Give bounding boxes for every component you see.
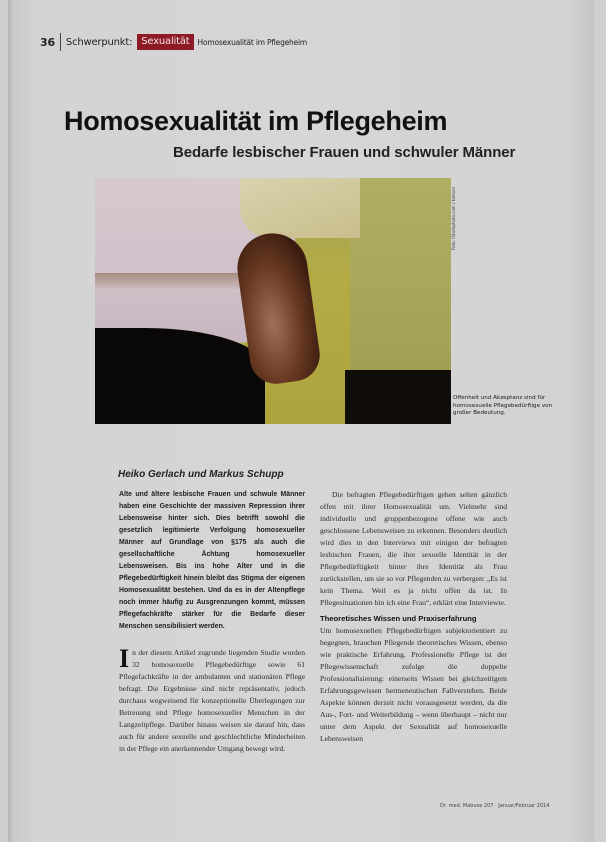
paragraph-gap [119, 633, 305, 647]
article-photo [95, 178, 451, 424]
page-number: 36 [40, 35, 55, 49]
category-badge: Sexualität [137, 34, 193, 50]
header-divider [60, 33, 61, 51]
photo-arm [240, 178, 360, 238]
photo-person-left-pants [95, 328, 265, 424]
article-subtitle: Bedarfe lesbischer Frauen und schwuler Männer [173, 144, 516, 161]
column-left [119, 489, 305, 755]
drop-cap: I [119, 644, 130, 673]
photo-person-right-pants [345, 370, 451, 424]
running-header [40, 34, 307, 50]
author-byline: Heiko Gerlach und Markus Schupp [118, 469, 284, 480]
body-paragraph-right-2: Um homosexuellen Pflegebedürftigen subjektorientiert zu begegnen, brauchen Pflegende theoretisches Wissen, ebenso wie praktische Erfahrung. Professionelle Pflege ist der Pflegewissenschaft zufolge die doppelte Professionalisierung: einerseits Wissen bei gleichzeitigem Erfahrungsgewissen hermeneutischen Fallverstehen. Beide Aspekte können derzeit nicht vorausgesetzt werden, da die Aus-, Fort- und Weiterbildung – wenn überhaupt – nicht nur unter dem Aspekt der Sexualität auf homosexuelle Lebensweisen [320, 626, 507, 743]
section-subheading: Theoretisches Wissen und Praxiserfahrung [320, 614, 477, 623]
section-label: Schwerpunkt: [65, 36, 133, 48]
photo-caption: Offenheit und Akzeptanz sind für homosexuelle Pflegebedürftige von großer Bedeutung. [453, 395, 553, 416]
body-paragraph-right-1: Die befragten Pflegebedürftigen gehen selten gänzlich offen mit ihrer Homosexualität um. Vielmehr sind individuelle und gruppenbezogene offene wie auch geschlossene Lebensweisen zu erkennen. Besonders deutlich wird dies in den Interviews mit einigen der befragten lesbischen Frauen, die ihre sexuelle Identität in der Pflegebedürftigkeit hinter ihre Identität als Frau zurückstellen, um sie so vor Pflegenden zu verbergen: „Es ist kein Thema. Weil es ja nicht offen da ist. In Pflegesituationen bin ich eine Frau“, erklärt eine Interviewte. [320, 490, 507, 607]
body-paragraph-left [119, 644, 305, 755]
lead-paragraph: Alte und ältere lesbische Frauen und schwule Männer haben eine Geschichte der massiven Repression ihrer Lebensweise hinter sich. Dies betrifft sowohl die gesetzlich legitimierte Verfolgung homosexueller Männer auf Grundlage von §175 als auch die gesellschaftliche Ächtung homosexueller Lebensweisen. Bis ins hohe Alter und in die Pflegebedürftigkeit hinein bleibt das Stigma der eigenen Homosexualität bestehen. Und da es in der Altenpflege noch immer häufig zu Ausgrenzungen kommt, müssen Pflegefachkräfte stärker für die Bedarfe dieser Menschen sensibilisiert werden. [119, 491, 305, 630]
column-right [320, 489, 507, 745]
article-title: Homosexualität im Pflegeheim [64, 106, 448, 136]
header-topic: Homosexualität im Pflegeheim [197, 37, 308, 47]
body-text-left: n der diesem Artikel zugrunde liegenden Studie wurden 32 homosexuelle Pflegebedürftige sowie 61 Pflegefachkräfte in der ambulanten und stationären Pflege befragt. Die Ergebnisse sind nicht repräsentativ, jedoch durchaus wegweisend für konzeptionelle Überlegungen zur Betreuung und Pflege homosexueller Menschen in der Langzeitpflege. Darüber hinaus weisen sie darauf hin, dass auch für andere sexuelle und geschlechtliche Minderheiten in der Pflege ein anerkennender Umgang bewegt wird. [119, 648, 305, 753]
page-binding-edge [8, 0, 14, 842]
photo-person-right-shirt [350, 178, 451, 378]
photo-credit: Foto: iStockphoto.com / kzenon [451, 187, 456, 250]
page-footer: Dr. med. Mabuse 207 · Januar/Februar 2014 [440, 803, 550, 809]
